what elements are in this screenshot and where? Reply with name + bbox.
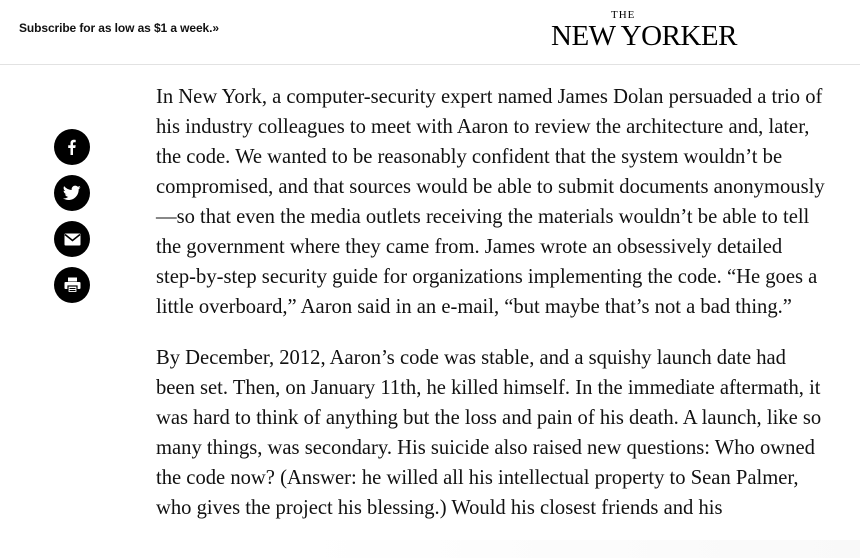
email-share-button[interactable] xyxy=(54,221,90,257)
bottom-fade xyxy=(300,540,860,558)
top-bar xyxy=(0,0,860,65)
subscribe-link[interactable]: Subscribe for as low as $1 a week.» xyxy=(19,21,219,35)
facebook-share-button[interactable] xyxy=(54,129,90,165)
print-button[interactable] xyxy=(54,267,90,303)
logo-the: THE xyxy=(611,9,636,21)
facebook-icon xyxy=(64,139,80,155)
print-icon xyxy=(64,277,81,293)
article-body xyxy=(156,82,826,544)
new-yorker-logo[interactable] xyxy=(551,9,737,53)
logo-new-yorker: NEW YORKER xyxy=(551,20,737,52)
email-icon xyxy=(64,233,81,246)
twitter-share-button[interactable] xyxy=(54,175,90,211)
article-paragraph: By December, 2012, Aaron’s code was stable, and a squishy launch date had been set. Then, on January 11th, he killed himself. In the immediate aftermath, it was hard to think of anything but the loss and pain of his death. A launch, like so many things, was secondary. His suicide also raised new questions: Who owned the code now? (Answer: he willed all his intellectual property to Sean Palmer, who gives the project his blessing.) Would his closest friends and his xyxy=(156,347,822,519)
twitter-icon xyxy=(63,185,81,201)
article-paragraph: In New York, a computer-security expert named James Dolan persuaded a trio of his industry colleagues to meet with Aaron to review the architecture and, later, the code. We wanted to be reasonably confident that the system wouldn’t be compromised, and that sources would be able to submit documents anonymously—so that even the media outlets receiving the materials wouldn’t be able to tell the government where they came from. James wrote an obsessively detailed step-by-step security guide for organizations implementing the code. “He goes a little overboard,” Aaron said in an e-mail, “but maybe that’s not a bad thing.” xyxy=(156,86,825,318)
